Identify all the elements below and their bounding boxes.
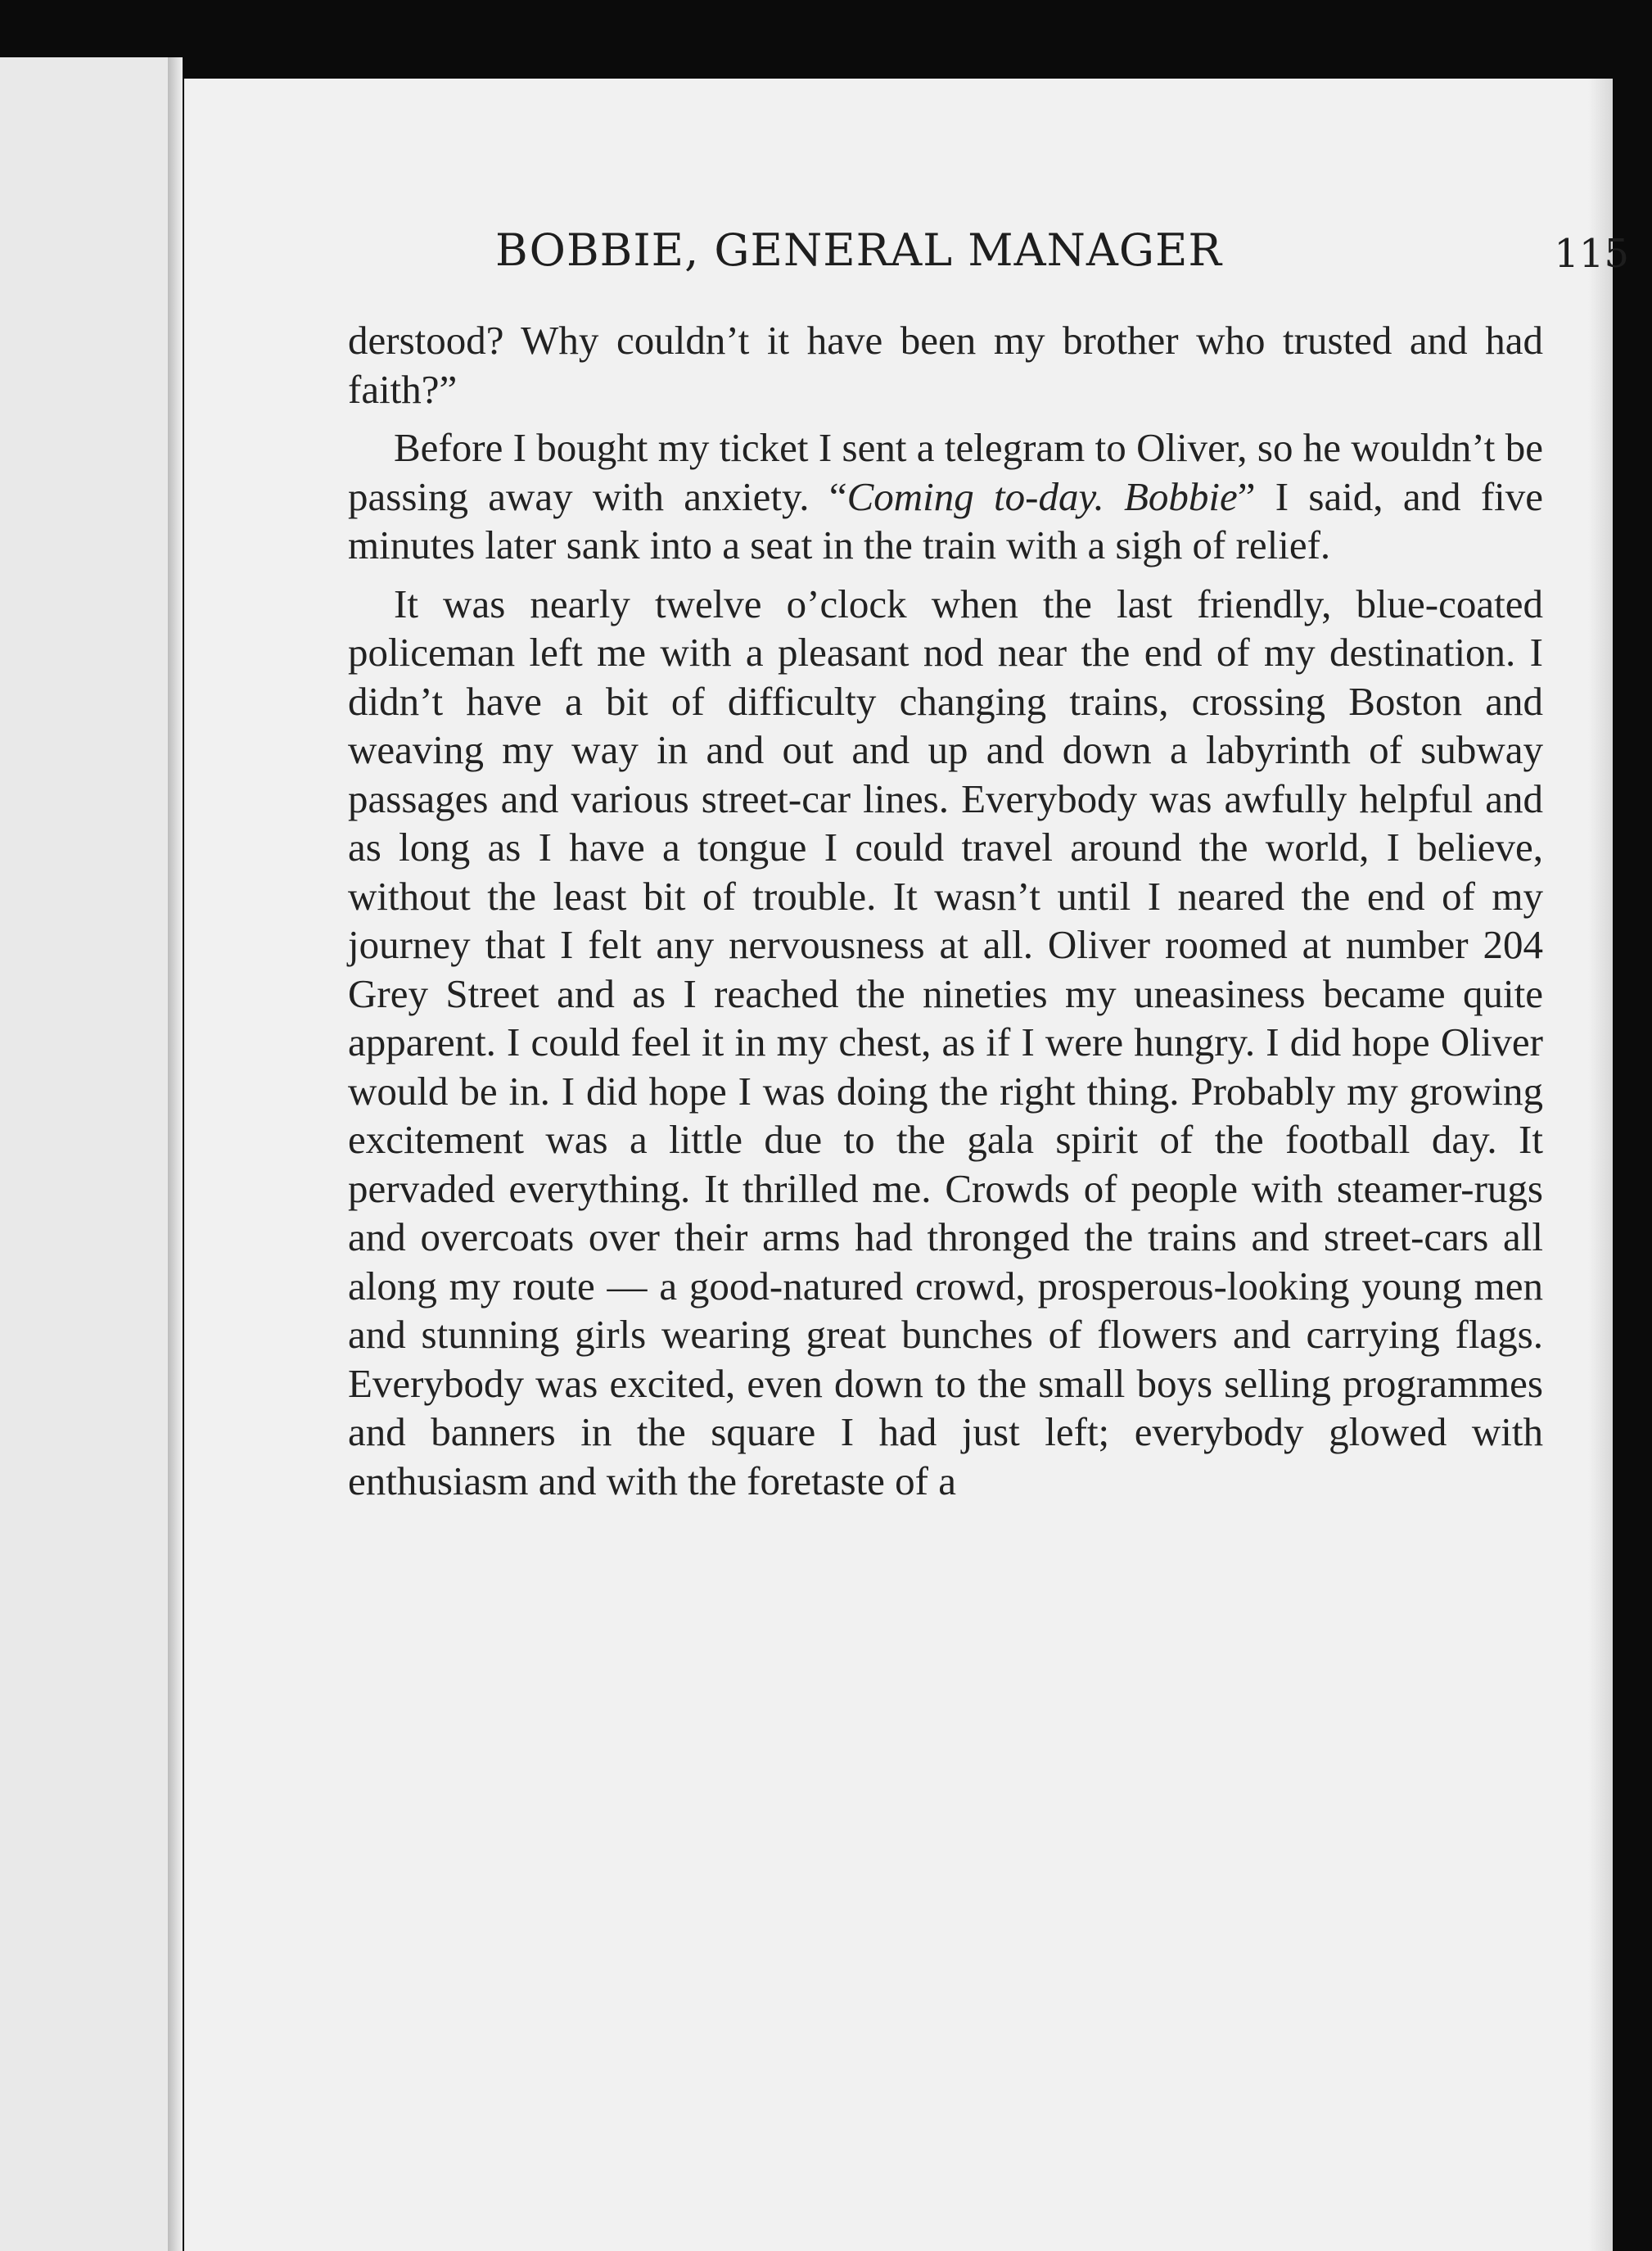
book-gutter [168,57,183,2251]
telegram-quote: Coming to-day. Bobbie [846,473,1238,519]
paragraph-text: It was nearly twelve o’clock when the last friendly, blue-coated policeman left me with a pleasant nod near the end of my destination. I didn’t have a bit of difficulty changing trains, crossing Boston and weaving my way in and out and up and down a labyrinth of subway passages and various street-car lines. Everybody was awfully helpful and as long as I have a tongue I could travel around the world, I believe, without the least bit of trouble. It wasn’t until I neared the end of my journey that I felt any nervousness at all. Oliver roomed at number 204 Grey Street and as I reached the nineties my uneasiness became quite apparent. I could feel it in my chest, as if I were hungry. I did hope Oliver would be in. I did hope I was doing the right thing. Probably my growing excitement was a little due to the gala spirit of the football day. It pervaded everything. It thrilled me. Crowds of people with steamer-rugs and overcoats over their arms had thronged the trains and street-cars all along my route — a good-natured crowd, prosperous-looking young men and stunning girls wearing great bunches of flowers and carrying flags. Everybody was excited, even down to the small boys selling programmes and banners in the square I had just left; everybody glowed with enthusiasm and with the foretaste of a [348,581,1543,1503]
paragraph-text: derstood? Why couldn’t it have been my brother who trusted and had faith?” [348,318,1543,412]
book-page [184,79,1629,2251]
paragraph-continuation [348,316,1543,414]
running-title: BOBBIE, GENERAL MANAGER [495,224,1223,276]
page-header [495,224,1629,314]
facing-page-edge [0,57,176,2251]
page-number: 115 [1554,231,1629,277]
paragraph-text: Before I bought my ticket I sent a telegram to Oliver, so he wouldn’t be passing away with anxiety. “ [348,425,1543,519]
body-text [348,316,1543,2019]
page-edge-shadow [1588,79,1613,2251]
paragraph-text: ” I said, and five minutes later sank into a seat in the train with a sigh of relief. [348,473,1543,567]
paragraph-journey [348,580,1543,1506]
paragraph-telegram [348,423,1543,570]
